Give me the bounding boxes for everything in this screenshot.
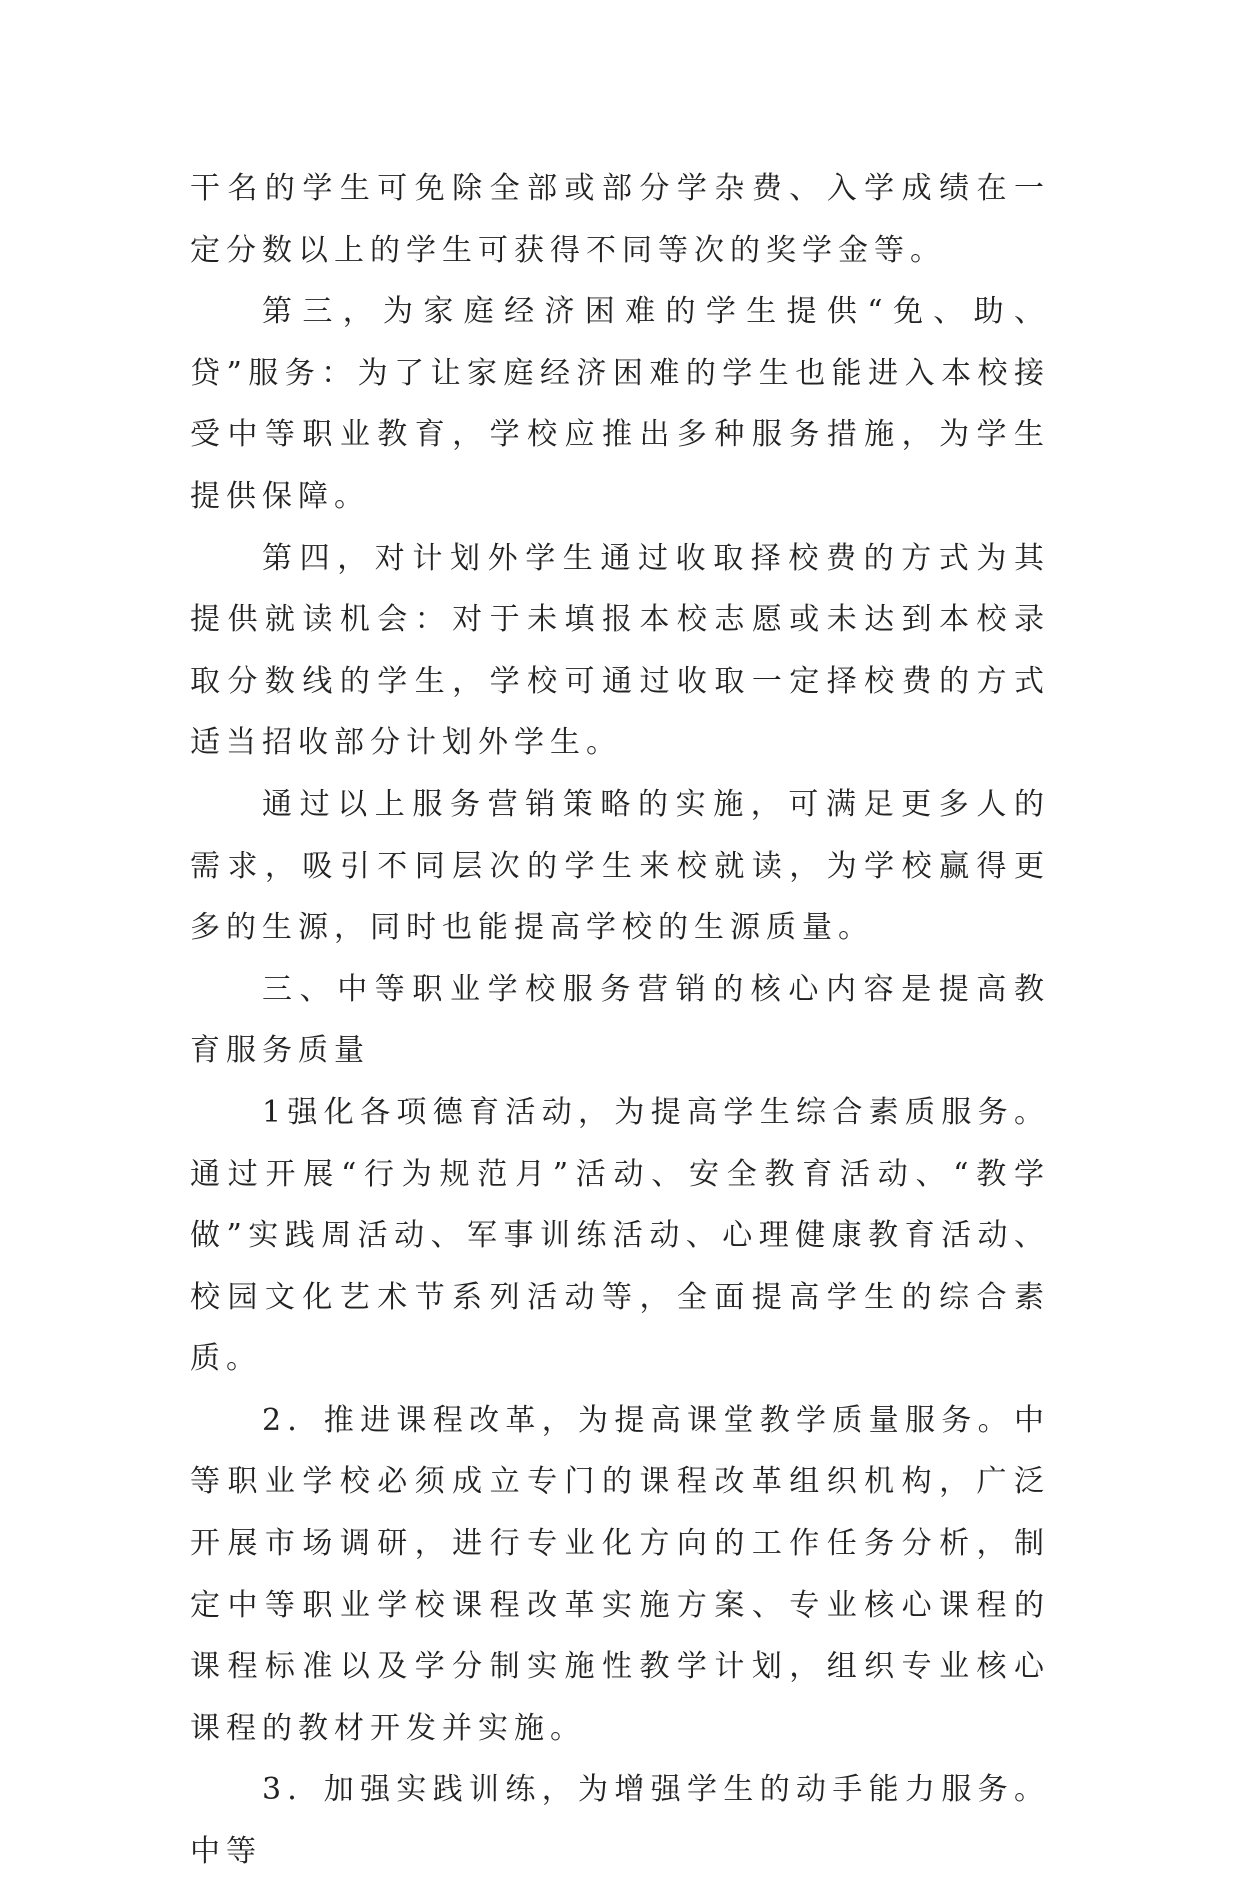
paragraph-summary: 通过以上服务营销策略的实施，可满足更多人的需求，吸引不同层次的学生来校就读，为学校赢得更多的生源，同时也能提高学校的生源质量。: [190, 786, 1050, 946]
section-heading: 三、中等职业学校服务营销的核心内容是提高教育服务质量: [190, 971, 1050, 1069]
paragraph-fourth-measure: 第四，对计划外学生通过收取择校费的方式为其提供就读机会：对于未填报本校志愿或未达到本校录取分数线的学生，学校可通过收取一定择校费的方式适当招收部分计划外学生。: [190, 540, 1050, 761]
paragraph-continuation: 干名的学生可免除全部或部分学杂费、入学成绩在一定分数以上的学生可获得不同等次的奖学金等。: [190, 171, 1050, 268]
document-body: [190, 158, 1050, 1883]
paragraph-item-2: 2．推进课程改革，为提高课堂教学质量服务。中等职业学校必须成立专门的课程改革组织机构，广泛开展市场调研，进行专业化方向的工作任务分析，制定中等职业学校课程改革实施方案、专业核心课程的课程标准以及学分制实施性教学计划，组织专业核心课程的教材开发并实施。: [190, 1402, 1050, 1746]
paragraph-item-1: 1强化各项德育活动，为提高学生综合素质服务。通过开展“行为规范月”活动、安全教育活动、“教学做”实践周活动、军事训练活动、心理健康教育活动、校园文化艺术节系列活动等，全面提高学生的综合素质。: [190, 1094, 1050, 1377]
paragraph-third-measure: 第三，为家庭经济困难的学生提供“免、助、贷”服务：为了让家庭经济困难的学生也能进入本校接受中等职业教育，学校应推出多种服务措施，为学生提供保障。: [190, 294, 1050, 514]
paragraph-item-3: 3．加强实践训练，为增强学生的动手能力服务。中等: [190, 1772, 1050, 1870]
